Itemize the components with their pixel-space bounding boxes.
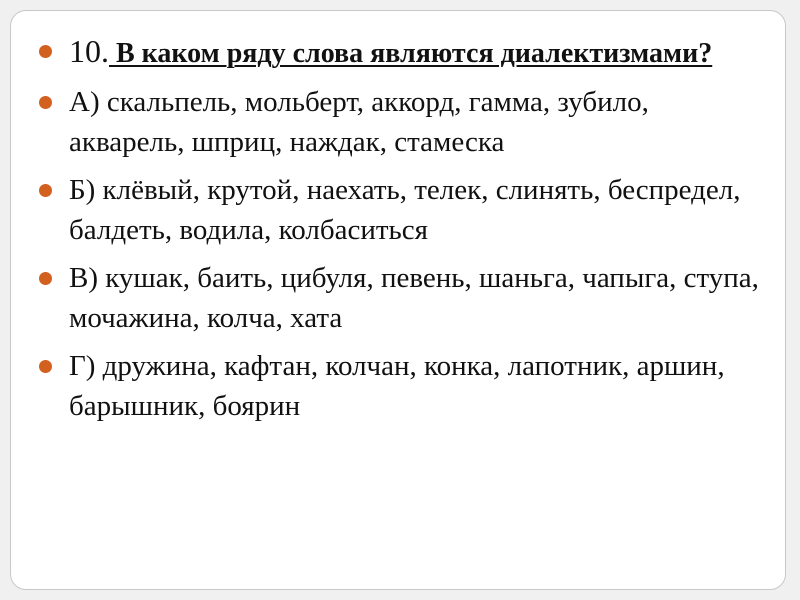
question-number: 10. xyxy=(69,33,109,69)
option-text: В) кушак, баить, цибуля, певень, шаньга, чапыга, ступа, мочажина, колча, хата xyxy=(69,262,759,334)
slide xyxy=(10,10,786,590)
question-list xyxy=(37,31,767,434)
bullet-icon xyxy=(39,272,52,285)
question-item xyxy=(37,31,767,74)
option-b xyxy=(37,170,767,250)
option-d xyxy=(37,346,767,426)
option-text: Г) дружина, кафтан, колчан, конка, лапотник, аршин, барышник, боярин xyxy=(69,350,725,422)
bullet-icon xyxy=(39,96,52,109)
option-c xyxy=(37,258,767,338)
bullet-icon xyxy=(39,45,52,58)
option-a xyxy=(37,82,767,162)
question-text: В каком ряду слова являются диалектизмами? xyxy=(109,38,713,69)
option-text: Б) клёвый, крутой, наехать, телек, слинять, беспредел, балдеть, водила, колбаситься xyxy=(69,174,741,246)
bullet-icon xyxy=(39,184,52,197)
bullet-icon xyxy=(39,360,52,373)
option-text: А) скальпель, мольберт, аккорд, гамма, зубило, акварель, шприц, наждак, стамеска xyxy=(69,86,649,158)
